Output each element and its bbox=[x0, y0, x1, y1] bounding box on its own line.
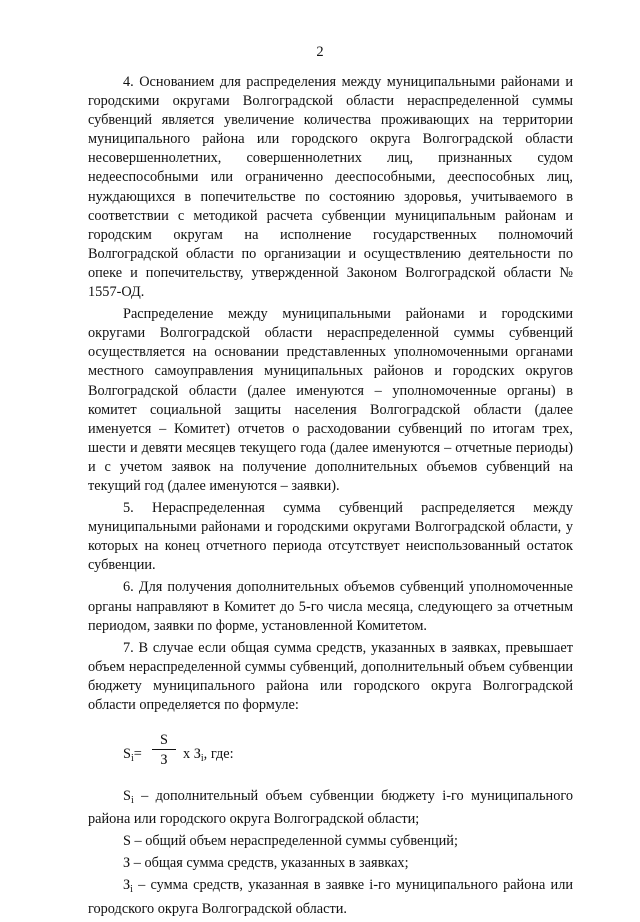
formula bbox=[88, 727, 573, 779]
definition-zi: $З_i$ – сумма средств, указанная в заявке i-го муниципального района или городского округа Волгоградской области. bbox=[88, 877, 573, 917]
formula-lhs: $S_i=$ bbox=[123, 746, 142, 765]
definition-s: S – общий объем нераспределенной суммы субвенций; bbox=[123, 833, 458, 850]
paragraph-4: 4. Основанием для распределения между муниципальными районами и городскими округами Волгоградской области нераспределенной суммы субвенций является увеличение количества проживающих на территории муниципального района или городского округа Волгоградской области несовершеннолетних, совершеннолетних лиц, признанных судом недееспособными или ограниченно дееспособными, дееспособных лиц, нуждающихся в попечительстве по состоянию здоровья, учитываемого в соответствии с методикой расчета субвенции муниципальным районам и городским округам на исполнение государственных полномочий Волгоградской области по организации и осуществлению деятельности по опеке и попечительству, утвержденной Законом Волгоградской области № 1557-ОД. bbox=[88, 74, 573, 301]
formula-fraction bbox=[152, 732, 176, 768]
paragraph-7: 7. В случае если общая сумма средств, указанных в заявках, превышает объем нераспределенной суммы субвенций, дополнительный объем субвенции бюджету муниципального района или городского округа Волгоградской области определяется по формуле: bbox=[88, 639, 573, 713]
paragraph-5: 5. Нераспределенная сумма субвенций распределяется между муниципальными районами и городскими округами Волгоградской области, у которых на конец отчетного периода отсутствует неиспользованный остаток субвенции. bbox=[88, 500, 573, 574]
definition-si: $S_i$ – дополнительный объем субвенции бюджету i-го муниципального района или городского округа Волгоградской области; bbox=[88, 788, 573, 828]
document-body bbox=[88, 73, 573, 922]
formula-rhs: x $З_i$, где: bbox=[183, 746, 234, 765]
fraction-denominator: З bbox=[160, 752, 168, 769]
paragraph-distribution: Распределение между муниципальными районами и городскими округами Волгоградской области нераспределенной суммы субвенций осуществляется на основании представленных уполномоченными органами местного самоуправления муниципальных районов и городских округов Волгоградской области (далее именуются – уполномоченные органы) в комитет социальной защиты населения Волгоградской области (далее именуется – Комитет) отчетов о расходовании субвенций по итогам трех, шести и девяти месяцев текущего года (далее именуются – отчетные периоды) и с учетом заявок на получение дополнительных объемов субвенций на текущий год (далее именуются – заявки). bbox=[88, 306, 573, 494]
fraction-numerator: S bbox=[160, 732, 168, 749]
page-number: 2 bbox=[316, 44, 324, 60]
definition-z: З – общая сумма средств, указанных в заявках; bbox=[123, 855, 409, 872]
fraction-bar bbox=[152, 749, 176, 750]
paragraph-6: 6. Для получения дополнительных объемов субвенций уполномоченные органы направляют в Комитет до 5-го числа месяца, следующего за отчетным периодом, заявки по форме, установленной Комитетом. bbox=[88, 579, 573, 634]
